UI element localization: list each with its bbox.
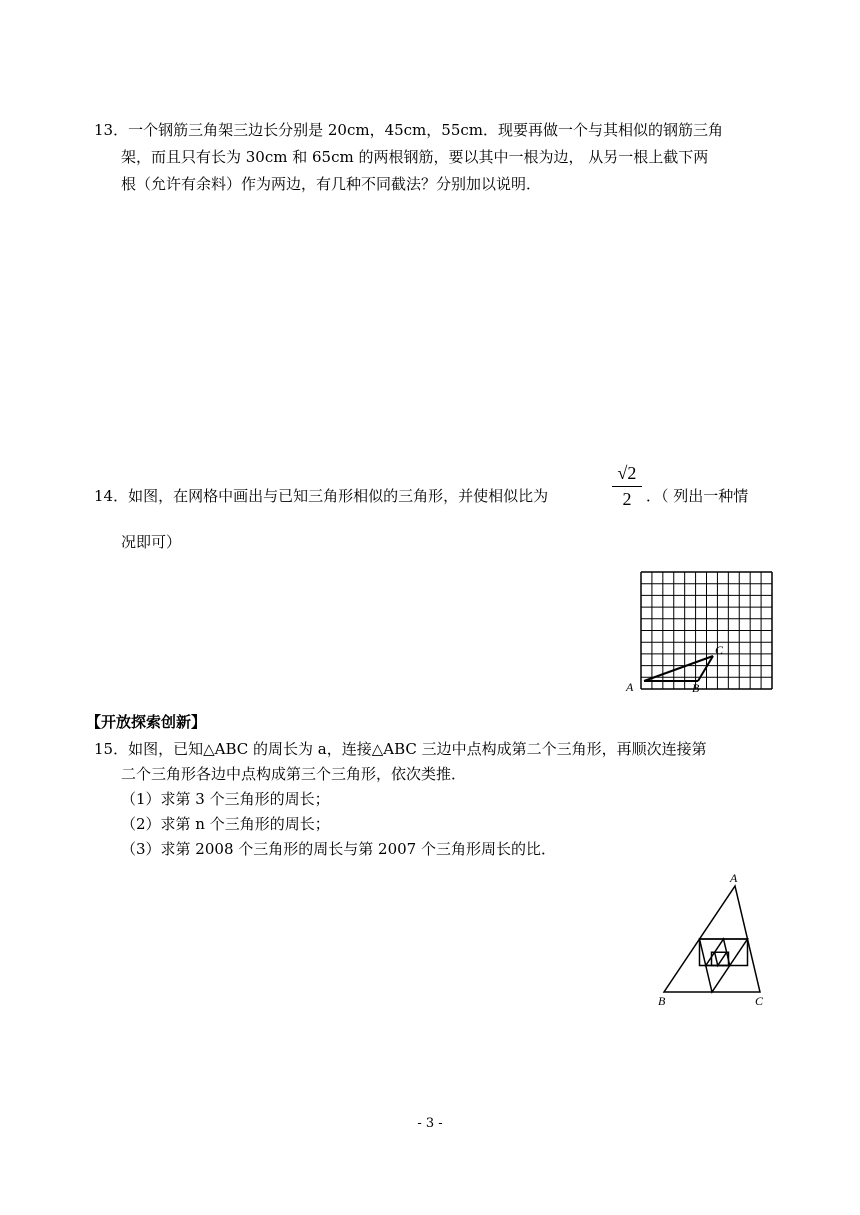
q15-sub-2: （2）求第 n 个三角形的周长； <box>121 815 330 833</box>
q14-line-2: 况即可） <box>121 533 182 551</box>
fraction-denominator: 2 <box>622 489 632 509</box>
page-number: - 3 - <box>417 1116 443 1131</box>
nested-triangles <box>664 886 760 992</box>
q14-line-1: 14．如图，在网格中画出与已知三角形相似的三角形，并使相似比为 <box>94 487 549 505</box>
fraction-numerator: √2 <box>617 463 637 483</box>
fig15-label-c: C <box>755 994 764 1008</box>
q14-fraction <box>612 463 642 510</box>
q13-line-2: 架，而且只有长为 30cm 和 65cm 的两根钢筋，要以其中一根为边， 从另一根上截下两 <box>121 148 709 166</box>
q15-line-2: 二个三角形各边中点构成第三个三角形，依次类推． <box>121 765 467 783</box>
fig14-label-b: B <box>692 681 700 695</box>
q15-triangle-figure <box>650 868 780 1013</box>
grid-lines <box>641 572 772 689</box>
fig14-label-c: C <box>715 643 724 657</box>
q15-line-1: 15．如图，已知△ABC 的周长为 a，连接△ABC 三边中点构成第二个三角形，再顺次连接第 <box>94 740 707 758</box>
fig15-label-a: A <box>730 871 738 885</box>
fig15-label-b: B <box>658 994 666 1008</box>
q14-grid-figure <box>624 570 774 696</box>
q13-line-3: 根（允许有余料）作为两边，有几种不同截法？分别加以说明． <box>121 175 542 193</box>
q13-line-1: 13．一个钢筋三角架三边长分别是 20cm，45cm，55cm．现要再做一个与其相似的钢筋三角 <box>94 121 723 139</box>
q15-sub-1: （1）求第 3 个三角形的周长； <box>121 790 330 808</box>
fraction-bar <box>612 486 642 487</box>
q15-sub-3: （3）求第 2008 个三角形的周长与第 2007 个三角形周长的比． <box>121 840 556 858</box>
fig14-label-a: A <box>626 680 634 694</box>
q14-line-1-end: ．（ 列出一种情 <box>646 487 749 505</box>
section-heading: 【开放探索创新】 <box>86 713 207 731</box>
